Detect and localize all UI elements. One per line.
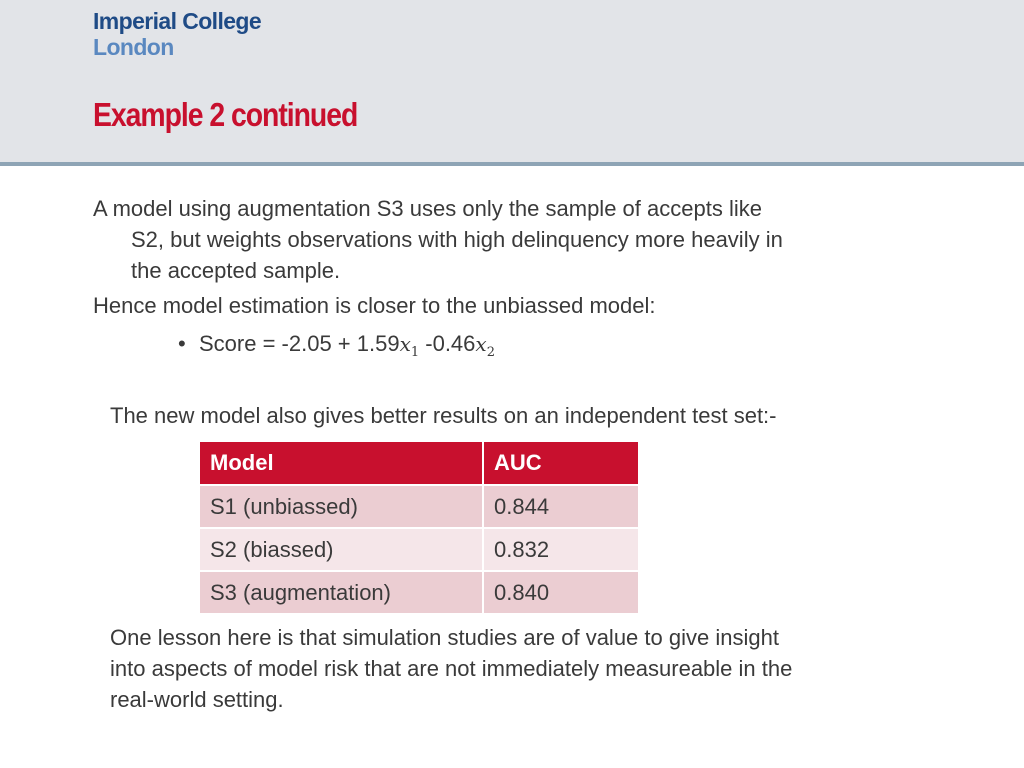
slide-title: Example 2 continued (93, 96, 358, 133)
auc-cell: 0.840 (483, 571, 639, 614)
intro-line-3: the accepted sample. (131, 258, 341, 283)
score-var-2: $x_2$ (475, 332, 495, 360)
estimation-paragraph: Hence model estimation is closer to the unbiassed model: (93, 293, 656, 318)
score-sub-1: 1 (410, 345, 420, 360)
table-row (199, 571, 639, 614)
model-cell: S2 (biassed) (199, 528, 483, 571)
intro-line-1: A model using augmentation S3 uses only the sample of accepts like (93, 196, 762, 221)
lesson-line-3: real-world setting. (110, 687, 284, 712)
slide-header (0, 0, 1024, 162)
logo-line-2: London (93, 34, 174, 60)
intro-line-2: S2, but weights observations with high delinquency more heavily in (131, 227, 783, 252)
auc-results-table (198, 440, 640, 615)
score-prefix: Score = -2.05 + 1.59 (199, 331, 400, 356)
score-middle: -0.46 (419, 331, 476, 356)
lesson-paragraph (110, 622, 930, 715)
lesson-line-1: One lesson here is that simulation studies are of value to give insight (110, 625, 779, 650)
model-cell: S1 (unbiassed) (199, 485, 483, 528)
column-header-auc: AUC (483, 441, 639, 485)
model-cell: S3 (augmentation) (199, 571, 483, 614)
table-header-row (199, 441, 639, 485)
header-divider (0, 162, 1024, 166)
column-header-model: Model (199, 441, 483, 485)
score-var-1: $x_1$ (399, 332, 420, 360)
table-row (199, 485, 639, 528)
score-bullet (178, 328, 495, 363)
score-sub-2: 2 (486, 345, 495, 360)
test-set-paragraph: The new model also gives better results on an independent test set:- (110, 403, 777, 428)
table-row (199, 528, 639, 571)
auc-cell: 0.832 (483, 528, 639, 571)
imperial-college-logo (93, 8, 261, 60)
lesson-line-2: into aspects of model risk that are not immediately measureable in the (110, 656, 793, 681)
auc-cell: 0.844 (483, 485, 639, 528)
bullet-marker: • (178, 331, 186, 356)
logo-line-1: Imperial College (93, 8, 262, 34)
intro-paragraph (93, 193, 913, 286)
